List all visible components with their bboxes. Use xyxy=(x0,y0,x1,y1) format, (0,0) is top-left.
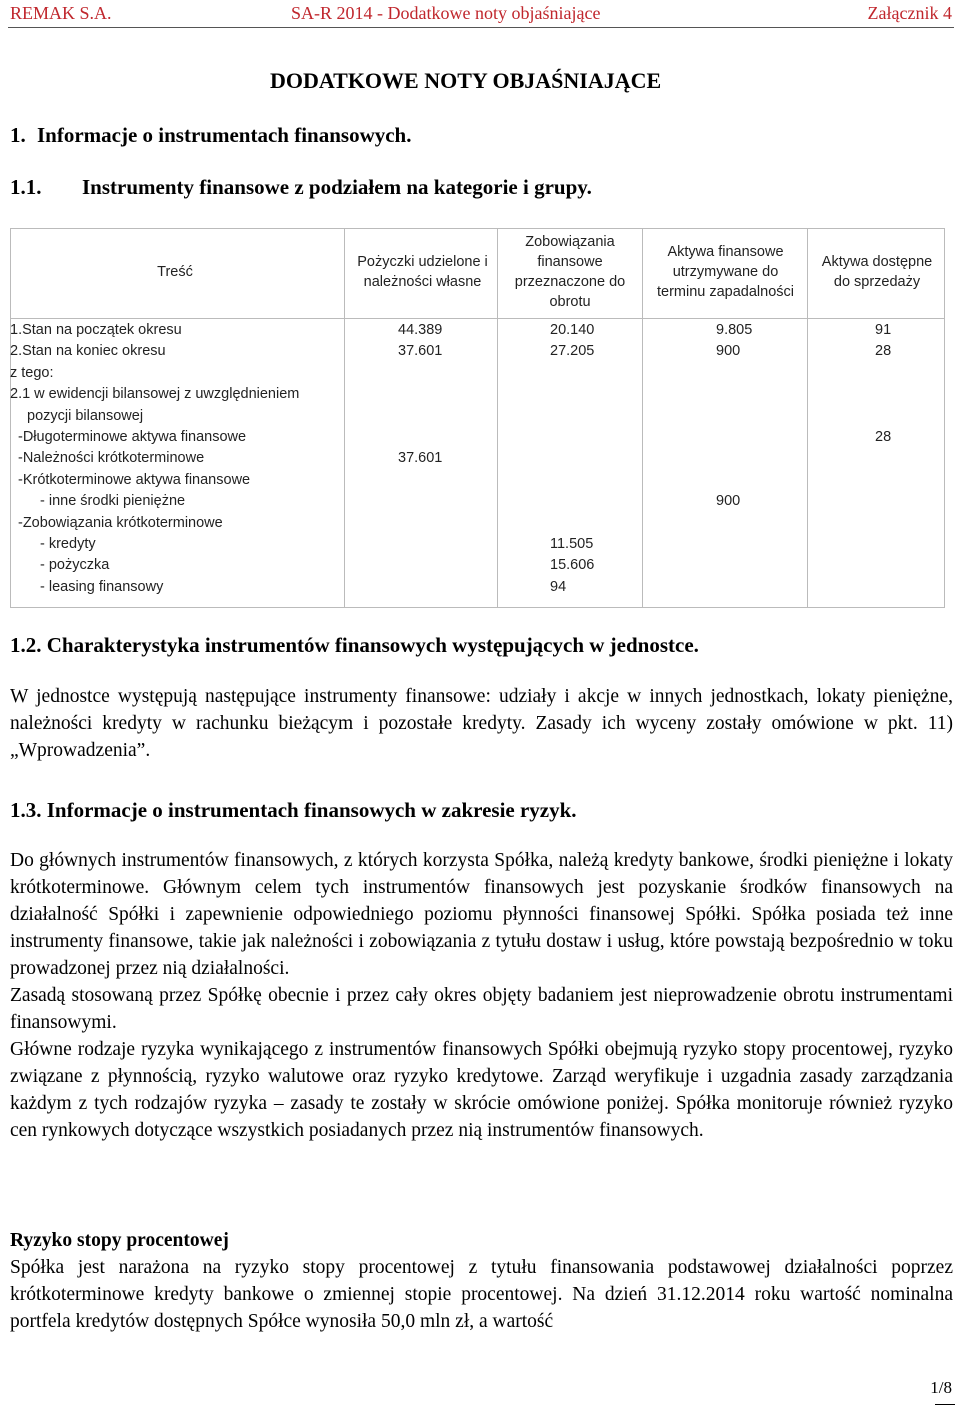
paragraph-instruments xyxy=(10,683,953,764)
table-cell-value: 11.505 xyxy=(550,536,594,552)
grid-line xyxy=(10,228,11,608)
column-header-liabilities: Zobowiązania finansowe przeznaczone do obrotu xyxy=(514,234,626,310)
table-cell-value: 91 xyxy=(875,322,892,338)
grid-line xyxy=(344,228,345,608)
table-row-label: - inne środki pieniężne xyxy=(40,493,186,510)
paragraph-text: W jednostce występują następujące instrumenty finansowe: udziały i akcje w innych jednostkach, lokaty pieniężne, należności kredyty w rachunku bieżącym i pozostałe kredyty. Zasady ich wyceny zostały omówione w pkt. 11) „Wprowadzenia”. xyxy=(10,686,953,761)
section-heading-1-3: 1.3. Informacje o instrumentach finansowych w zakresie ryzyk. xyxy=(10,798,577,822)
section-heading-1 xyxy=(10,122,411,148)
header-company: REMAK S.A. xyxy=(10,3,112,23)
paragraph-interest-rate-risk xyxy=(10,1227,953,1335)
financial-instruments-table xyxy=(10,228,945,608)
table-cell-value: 27.205 xyxy=(550,343,595,360)
document-title: DODATKOWE NOTY OBJAŚNIAJĄCE xyxy=(270,68,662,93)
table-cell-value: 20.140 xyxy=(550,322,595,338)
header-document: SA-R 2014 - Dodatkowe noty objaśniające xyxy=(291,3,601,23)
column-header-held-to-maturity: Aktywa finansowe utrzymywane do terminu zapadalności xyxy=(656,244,795,300)
paragraph-text: Zasadą stosowaną przez Spółkę obecnie i przez cały okres objęty badaniem jest nieprowadzenie obrotu instrumentami finansowymi. xyxy=(10,985,953,1033)
table-cell-value: 28 xyxy=(875,343,892,360)
table-cell-value: 900 xyxy=(716,493,741,510)
grid-line xyxy=(944,228,945,608)
page-header xyxy=(10,2,952,24)
table-row-label: 1.Stan na początek okresu xyxy=(10,322,182,338)
section-number: 1. xyxy=(10,123,26,147)
paragraph-text: Do głównych instrumentów finansowych, z których korzysta Spółka, należą kredyty bankowe, środki pieniężne i lokaty krótkoterminowe. Głównym celem tych instrumentów finansowych jest pozyskanie środków finansowych na działalność Spółki i zapewnienie odpowiedniego poziomu płynności finansowej Spółki. Spółka posiada też inne instrumenty finansowe, takie jak należności i zobowiązania z tytułu dostaw i usług, które powstają bezpośrednio w toku prowadzonej przez nią działalności. xyxy=(10,850,953,979)
column-header-loans: Pożyczki udzielone i należności własne xyxy=(357,254,488,290)
table-cell-value: 44.389 xyxy=(398,322,443,338)
grid-line xyxy=(642,228,643,608)
section-heading-1-2: 1.2. Charakterystyka instrumentów finansowych występujących w jednostce. xyxy=(10,633,699,657)
paragraph-risks xyxy=(10,847,953,1144)
section-title: Informacje o instrumentach finansowych. xyxy=(37,123,412,147)
grid-line xyxy=(807,228,808,608)
table-row-label: -Zobowiązania krótkoterminowe xyxy=(18,514,223,531)
header-attachment: Załącznik 4 xyxy=(867,3,952,23)
section-number: 1.1. xyxy=(10,175,42,199)
table-row-label: -Długoterminowe aktywa finansowe xyxy=(18,429,247,445)
table-row-label: - leasing finansowy xyxy=(40,578,164,595)
paragraph-text: Główne rodzaje ryzyka wynikającego z instrumentów finansowych Spółki obejmują ryzyko stopy procentowej, ryzyko związane z płynnością, ryzyko walutowe oraz ryzyko kredytowe. Zarząd weryfikuje i uzgadnia zasady zarządzania każdym z tych rodzajów ryzyka – zasady te zostały w skrócie omówione poniżej. Spółka monitoruje również ryzyko cen rynkowych dotyczące wszystkich posiadanych przez nią instrumentów finansowych. xyxy=(10,1039,953,1141)
table-row-label: - kredyty xyxy=(40,536,96,552)
table-cell-value: 94 xyxy=(550,578,567,595)
table-cell-value: 900 xyxy=(716,343,741,360)
table-row-label: -Należności krótkoterminowe xyxy=(18,450,205,467)
table-row-label: - pożyczka xyxy=(40,557,110,574)
table-row-label: -Krótkoterminowe aktywa finansowe xyxy=(18,471,251,488)
grid-line xyxy=(10,607,945,608)
table-cell-value: 37.601 xyxy=(398,343,443,360)
header-divider xyxy=(8,27,954,28)
table-cell-value: 37.601 xyxy=(398,450,443,467)
table-row-label: pozycji bilansowej xyxy=(27,407,144,424)
table-cell-value: 28 xyxy=(875,429,892,445)
table-row-label: z tego: xyxy=(10,364,54,381)
grid-line xyxy=(497,228,498,608)
table-cell-value: 9.805 xyxy=(716,322,753,338)
table-row-label: 2.1 w ewidencji bilansowej z uwzględnieniem xyxy=(10,386,300,403)
footer-rule xyxy=(935,1404,955,1405)
table-cell-value: 15.606 xyxy=(550,557,595,574)
grid-line xyxy=(10,228,945,229)
section-title: Instrumenty finansowe z podziałem na kategorie i grupy. xyxy=(82,175,592,199)
table-row-label: 2.Stan na koniec okresu xyxy=(10,343,166,360)
column-header-available-for-sale: Aktywa dostępne do sprzedaży xyxy=(821,254,933,290)
column-header-tresc: Treść xyxy=(157,264,193,280)
subheading-interest-rate-risk: Ryzyko stopy procentowej xyxy=(10,1230,229,1251)
page-number: 1/8 xyxy=(930,1378,952,1397)
paragraph-text: Spółka jest narażona na ryzyko stopy procentowej z tytułu finansowania podstawowej działalności poprzez krótkoterminowe kredyty bankowe o zmiennej stopie procentowej. Na dzień 31.12.2014 roku wartość nominalna portfela kredytów dostępnych Spółce wynosiła 50,0 mln zł, a wartość xyxy=(10,1257,953,1332)
grid-line xyxy=(10,318,945,319)
